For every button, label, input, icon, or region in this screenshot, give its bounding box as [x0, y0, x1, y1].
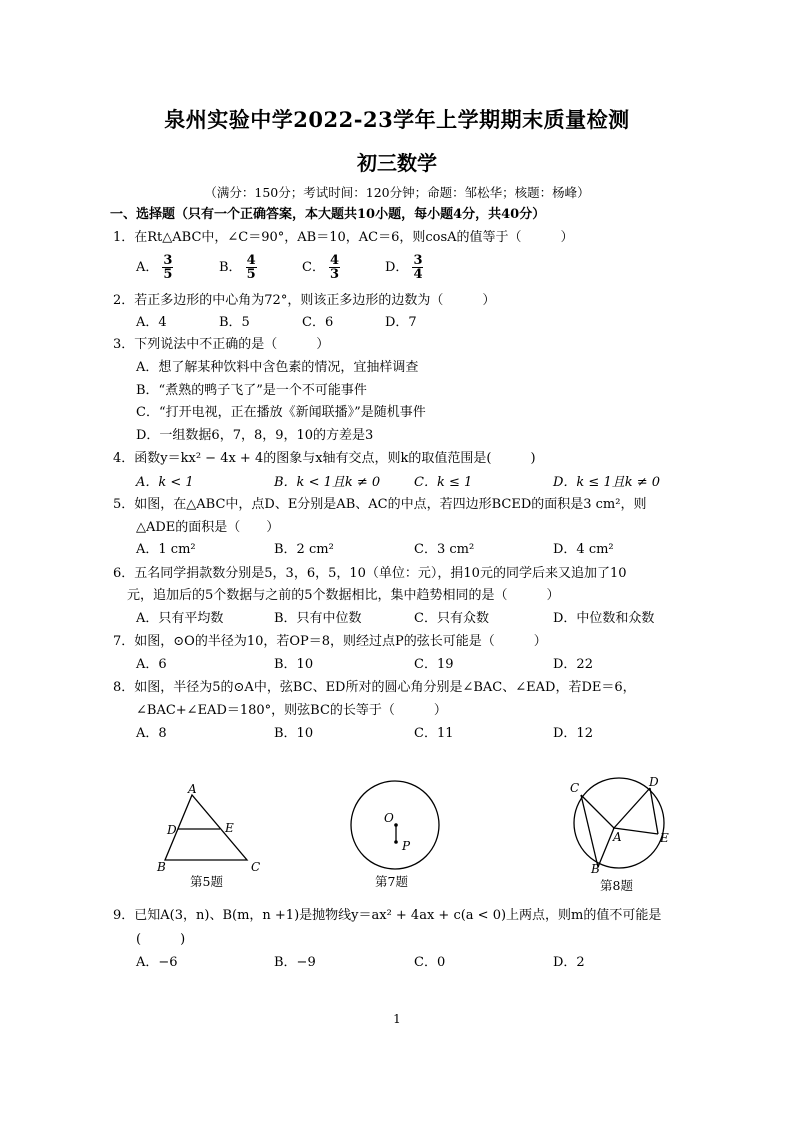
question-3-stem: 3．下列说法中不正确的是（ ） [113, 337, 330, 352]
question-2-stem: 2．若正多边形的中心角为72°，则该正多边形的边数为（ ） [113, 293, 496, 308]
denominator: 3 [329, 267, 339, 282]
question-9-stem-line2: ( ) [136, 932, 186, 947]
q8-option-b: B．10 [274, 726, 314, 741]
label-d: D [649, 775, 659, 789]
label-b: B [157, 860, 166, 874]
q2-option-d: D．7 [385, 315, 417, 330]
q1-option-c [302, 254, 340, 281]
denominator: 5 [246, 267, 256, 282]
q5-option-c: C．3 cm² [414, 542, 475, 557]
q1-option-c-label: C． [302, 260, 325, 275]
numerator: 4 [329, 253, 339, 268]
question-9-stem-line1: 9．已知A(3，n)、B(m，n +1)是抛物线y＝ax² + 4ax + c(a < 0)上两点，则m的值不可能是 [113, 908, 662, 923]
exam-title: 泉州实验中学2022-23学年上学期期末质量检测 [164, 107, 630, 132]
q1-option-a-label: A． [136, 260, 159, 275]
figure-7-circle [345, 778, 445, 874]
q7-option-d: D．22 [553, 657, 593, 672]
numerator: 3 [163, 253, 173, 268]
label-d: D [167, 823, 177, 837]
q4-option-b: B．k < 1且k ≠ 0 [274, 475, 381, 490]
q5-option-a: A．1 cm² [136, 542, 196, 557]
figure-8-circle [562, 772, 682, 874]
triangle-abc [165, 795, 247, 860]
question-5-stem-line1: 5．如图，在△ABC中，点D、E分别是AB、AC的中点，若四边形BCED的面积是3 cm²，则 [113, 497, 647, 512]
q4-option-a: A．k < 1 [136, 475, 194, 490]
q1-option-a-fraction [162, 254, 173, 281]
q8-option-c: C．11 [414, 726, 454, 741]
q9-option-b: B．−9 [274, 955, 316, 970]
question-7-stem: 7．如图，⊙O的半径为10，若OP＝8，则经过点P的弦长可能是（ ） [113, 634, 547, 649]
figure-8-caption: 第8题 [600, 878, 633, 893]
q9-option-d: D．2 [553, 955, 585, 970]
q7-option-b: B．10 [274, 657, 314, 672]
q9-option-c: C．0 [414, 955, 446, 970]
label-a: A [188, 782, 197, 796]
figure-5-caption: 第5题 [190, 874, 223, 889]
label-b: B [591, 862, 600, 874]
question-6-stem-line2: 元，追加后的5个数据与之前的5个数据相比，集中趋势相同的是（ ） [127, 588, 560, 603]
q5-option-b: B．2 cm² [274, 542, 334, 557]
label-c: C [251, 860, 261, 874]
denominator: 4 [413, 267, 423, 282]
q2-option-c: C．6 [302, 315, 334, 330]
question-8-stem-line1: 8．如图，半径为5的⊙A中，弦BC、ED所对的圆心角分别是∠BAC、∠EAD，若DE＝6， [113, 680, 636, 695]
q6-option-b: B．只有中位数 [274, 611, 362, 626]
page-number: 1 [393, 1012, 401, 1026]
label-p: P [402, 839, 411, 853]
label-e: E [225, 821, 234, 835]
section-heading: 一、选择题（只有一个正确答案，本大题共10小题，每小题4分，共40分） [110, 207, 546, 222]
q6-option-d: D．中位数和众数 [553, 611, 655, 626]
q8-option-a: A．8 [136, 726, 167, 741]
q1-option-b-label: B． [219, 260, 242, 275]
q7-option-a: A．6 [136, 657, 167, 672]
question-8-stem-line2: ∠BAC+∠EAD＝180°，则弦BC的长等于（ ） [136, 703, 447, 718]
q6-option-c: C．只有众数 [414, 611, 489, 626]
q1-option-c-fraction [329, 254, 340, 281]
q3-option-c: C．“打开电视，正在播放《新闻联播》”是随机事件 [136, 405, 426, 420]
q2-option-b: B．5 [219, 315, 250, 330]
q6-option-a: A．只有平均数 [136, 611, 224, 626]
question-5-stem-line2: △ADE的面积是（ ） [136, 520, 280, 535]
q1-option-b-fraction [246, 254, 257, 281]
q3-option-d: D．一组数据6，7，8，9，10的方差是3 [136, 428, 374, 443]
radii-ac-ab [581, 795, 614, 867]
q3-option-a: A．想了解某种饮料中含色素的情况，宜抽样调查 [136, 360, 419, 375]
label-a: A [613, 830, 622, 844]
q5-option-d: D．4 cm² [553, 542, 614, 557]
q1-option-d-label: D． [385, 260, 409, 275]
exam-meta: （满分：150分；考试时间：120分钟；命题：邹松华；核题：杨峰） [204, 185, 590, 200]
q4-option-c: C．k ≤ 1 [414, 475, 473, 490]
question-4-stem: 4．函数y＝kx² − 4x + 4的图象与x轴有交点，则k的取值范围是( ) [113, 451, 536, 466]
exam-subtitle: 初三数学 [357, 151, 437, 175]
figure-5-triangle [150, 780, 280, 875]
question-1-stem: 1．在Rt△ABC中，∠C＝90°，AB＝10，AC＝6，则cosA的值等于（ ） [113, 230, 574, 245]
q9-option-a: A．−6 [136, 955, 178, 970]
label-c: C [570, 781, 580, 795]
q1-option-d-fraction [412, 254, 423, 281]
q8-option-d: D．12 [553, 726, 593, 741]
q3-option-b: B．“煮熟的鸭子飞了”是一个不可能事件 [136, 383, 367, 398]
q1-option-a [136, 254, 173, 281]
numerator: 4 [246, 253, 256, 268]
point-p [394, 840, 398, 844]
q2-option-a: A．4 [136, 315, 167, 330]
q1-option-d [385, 254, 423, 281]
figure-7-caption: 第7题 [375, 874, 408, 889]
q4-option-d: D．k ≤ 1且k ≠ 0 [553, 475, 661, 490]
label-o: O [384, 811, 394, 825]
q1-option-b [219, 254, 257, 281]
numerator: 3 [413, 253, 423, 268]
q7-option-c: C．19 [414, 657, 454, 672]
denominator: 5 [163, 267, 173, 282]
question-6-stem-line1: 6．五名同学捐款数分别是5，3，6，5，10（单位：元），捐10元的同学后来又追加了10 [113, 566, 627, 581]
label-e: E [660, 831, 669, 845]
